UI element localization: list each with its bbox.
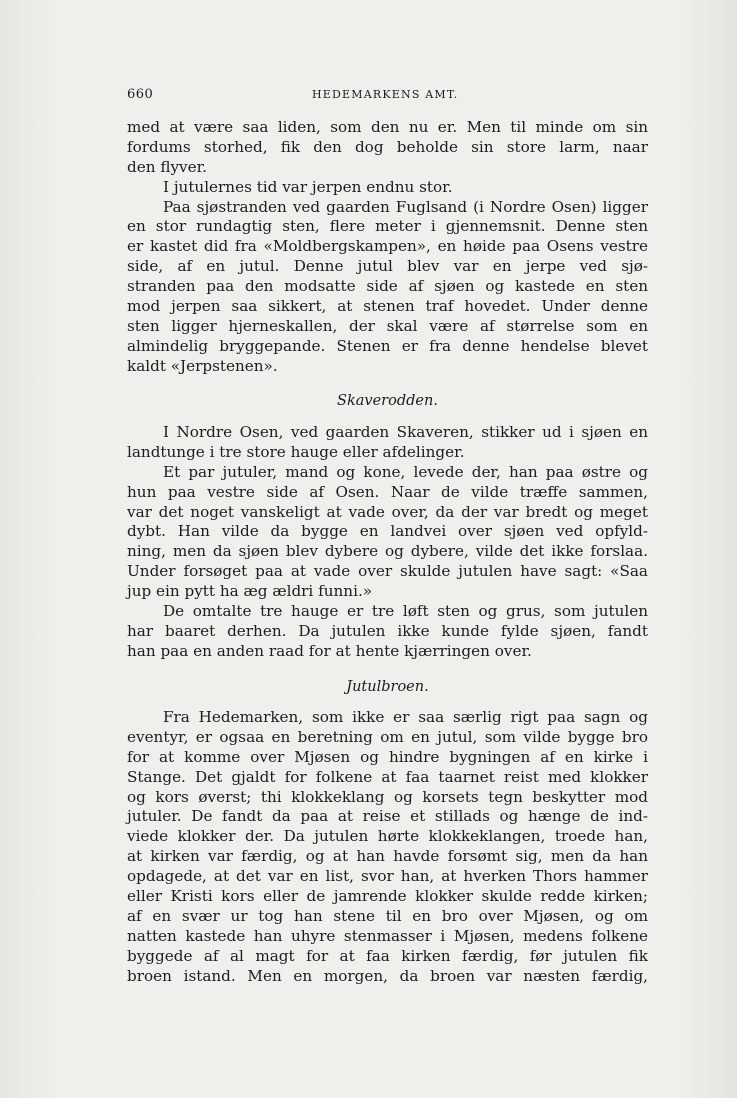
text-line: med at være saa liden, som den nu er. Men til minde om sin [127,118,648,136]
text-line: eller Kristi kors eller de jamrende klokker skulde redde kirken; [127,887,648,906]
text-line: Fra Hedemarken, som ikke er saa særlig rigt paa sagn og [163,708,648,726]
text-line: jutuler. De fandt da paa at reise et stillads og hænge de ind- [127,807,648,826]
text-line: kaldt «Jerpstenen». [127,356,278,375]
text-line: en stor rundagtig sten, flere meter i gjennemsnit. Denne sten [127,217,648,236]
text-line: natten kastede han uhyre stenmasser i Mjøsen, medens folkene [127,926,648,945]
text-line: den flyver. [127,157,208,176]
text-line: af en svær ur tog han stene til en bro over Mjøsen, og om [127,906,648,925]
text-line: hun paa vestre side af Osen. Naar de vilde træffe sammen, [127,482,648,501]
skaverodden-text [127,423,648,662]
page-header [127,87,647,107]
text-line: fordums storhed, fik den dog beholde sin store larm, naar [127,137,648,156]
text-line: broen istand. Men en morgen, da broen var næsten færdig, [127,966,648,985]
jutulbroen-text [127,708,648,986]
opening-text [127,118,648,377]
text-line: dybt. Han vilde da bygge en landvei over sjøen ved opfyld- [127,522,648,541]
text-line: De omtalte tre hauge er tre løft sten og grus, som jutulen [163,602,648,621]
text-line: at kirken var færdig, og at han havde forsømt sig, men da han [127,847,648,866]
text-line: stranden paa den modsatte side af sjøen og kastede en sten [127,277,648,296]
text-line: er kastet did fra «Moldbergskampen», en høide paa Osens vestre [127,237,648,256]
text-line: for at komme over Mjøsen og hindre bygningen af en kirke i [127,747,648,766]
section-heading-skaverodden: Skaverodden. [337,393,438,409]
text-line: side, af en jutul. Denne jutul blev var en jerpe ved sjø- [127,257,648,276]
text-line: mod jerpen saa sikkert, at stenen traf hovedet. Under denne [127,297,648,316]
text-line: I jutulernes tid var jerpen endnu stor. [163,177,453,196]
text-line: Under forsøget paa at vade over skulde jutulen have sagt: «Saa [127,562,648,581]
text-line: var det noget vanskeligt at vade over, da der var bredt og meget [127,502,648,521]
text-line: byggede af al magt for at faa kirken færdig, før jutulen fik [127,946,648,965]
text-line: jup ein pytt ha æg ældri funni.» [127,582,373,601]
text-line: Paa sjøstranden ved gaarden Fuglsand (i Nordre Osen) ligger [163,197,648,216]
text-line: almindelig bryggepande. Stenen er fra denne hendelse blevet [127,336,648,355]
text-line: ning, men da sjøen blev dybere og dybere, vilde det ikke forslaa. [127,542,648,561]
text-line: landtunge i tre store hauge eller afdelinger. [127,442,465,461]
section-heading-jutulbroen: Jutulbroen. [346,679,429,695]
text-line: Stange. Det gjaldt for folkene at faa taarnet reist med klokker [127,767,648,786]
text-line: han paa en anden raad for at hente kjærringen over. [127,641,532,660]
text-line: og kors øverst; thi klokkeklang og korsets tegn beskytter mod [127,787,648,806]
text-line: I Nordre Osen, ved gaarden Skaveren, stikker ud i sjøen en [163,423,648,441]
text-line: sten ligger hjerneskallen, der skal være af størrelse som en [127,316,648,335]
text-line: har baaret derhen. Da jutulen ikke kunde fylde sjøen, fandt [127,621,648,640]
text-line: Et par jutuler, mand og kone, levede der, han paa østre og [163,462,648,481]
page-number: 660 [127,87,154,102]
text-line: viede klokker der. Da jutulen hørte klokkeklangen, troede han, [127,827,648,846]
text-line: opdagede, at det var en list, svor han, at hverken Thors hammer [127,867,648,886]
running-head: HEDEMARKENS AMT. [312,88,459,101]
text-line: eventyr, er ogsaa en beretning om en jutul, som vilde bygge bro [127,727,648,746]
